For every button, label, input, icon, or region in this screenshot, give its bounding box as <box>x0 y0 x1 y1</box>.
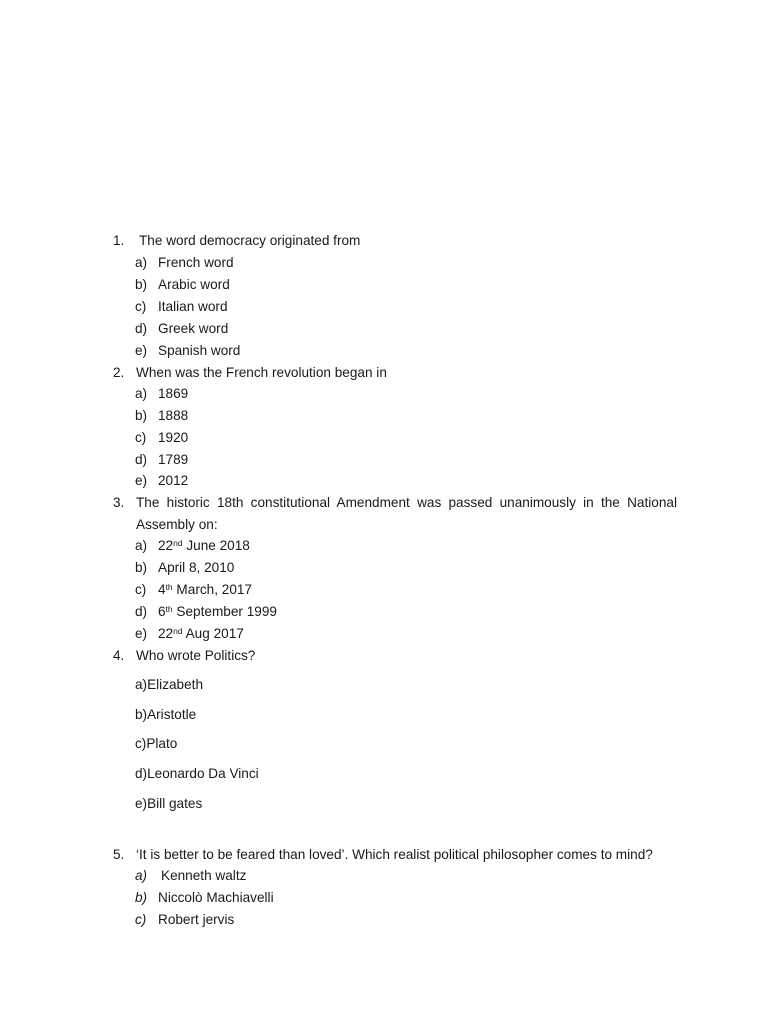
option-text: Arabic word <box>158 277 230 292</box>
option-text: 1920 <box>158 430 189 445</box>
option-text: 4th March, 2017 <box>158 582 252 597</box>
option-text: Niccolò Machiavelli <box>158 890 274 905</box>
option-text: Italian word <box>158 299 228 314</box>
option-text: 22nd June 2018 <box>158 538 250 553</box>
option-text: 1869 <box>158 386 189 401</box>
question-number: 5. <box>113 847 125 862</box>
option-letter: c) <box>135 582 147 597</box>
option-letter: d) <box>135 604 148 619</box>
option-text: French word <box>158 255 234 270</box>
option-text: Greek word <box>158 321 229 336</box>
option-letter: b) <box>135 277 148 292</box>
question-text: ‘It is better to be feared than loved’. Which realist political philosopher comes to mind? <box>136 847 653 862</box>
question-number: 4. <box>113 648 125 663</box>
question-text-line-2: Assembly on: <box>136 517 218 532</box>
option-text: 6th September 1999 <box>158 604 277 619</box>
option-text: Kenneth waltz <box>161 868 247 883</box>
option-letter: a) <box>135 538 148 553</box>
option-letter: c) <box>135 430 147 445</box>
option-letter: c) <box>135 299 147 314</box>
option-text: Robert jervis <box>158 912 235 927</box>
option-text: e)Bill gates <box>135 796 203 811</box>
option-letter: b) <box>135 890 148 905</box>
option-text: Spanish word <box>158 343 241 358</box>
question-number: 3. <box>113 495 125 510</box>
question-text: Who wrote Politics? <box>136 648 256 663</box>
option-text: April 8, 2010 <box>158 560 235 575</box>
option-letter: e) <box>135 626 148 641</box>
option-text: 22nd Aug 2017 <box>158 626 244 641</box>
question-number: 1. <box>113 233 125 248</box>
option-letter: d) <box>135 321 148 336</box>
option-letter: a) <box>135 386 148 401</box>
option-letter: b) <box>135 560 148 575</box>
option-text: b)Aristotle <box>135 707 197 722</box>
option-letter: a) <box>135 868 148 883</box>
option-letter: d) <box>135 452 148 467</box>
option-letter: a) <box>135 255 148 270</box>
option-text: c)Plato <box>135 736 178 751</box>
option-letter: e) <box>135 473 148 488</box>
option-text: 2012 <box>158 473 189 488</box>
question-number: 2. <box>113 365 125 380</box>
option-text: a)Elizabeth <box>135 677 204 692</box>
option-text: 1789 <box>158 452 189 467</box>
option-text: 1888 <box>158 408 189 423</box>
option-letter: b) <box>135 408 148 423</box>
question-text: When was the French revolution began in <box>136 365 387 380</box>
option-text: d)Leonardo Da Vinci <box>135 766 259 781</box>
option-letter: e) <box>135 343 148 358</box>
question-text: The word democracy originated from <box>139 233 361 248</box>
option-letter: c) <box>135 912 147 927</box>
question-text-line-1: The historic 18th constitutional Amendment was passed unanimously in the National <box>136 495 677 510</box>
